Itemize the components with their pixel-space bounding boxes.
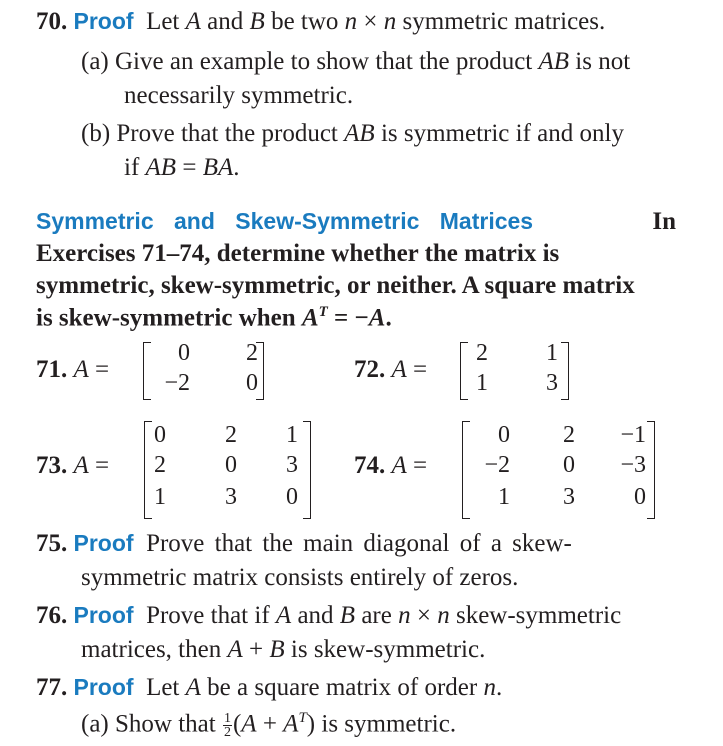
math-var: BA: [202, 154, 234, 181]
text: =: [413, 452, 428, 479]
math-sup: T: [318, 304, 328, 320]
text: skew-symmetric: [449, 602, 622, 629]
math-var: AB: [344, 120, 375, 147]
text: .: [495, 674, 503, 701]
matrix-cell: 0: [634, 484, 646, 510]
text: and: [200, 8, 250, 35]
math-var: n: [383, 8, 397, 35]
part-label: (a): [81, 48, 109, 75]
math-var: A: [185, 8, 201, 35]
text: Let: [146, 8, 186, 35]
text: is not: [569, 48, 631, 75]
math-var: A: [283, 710, 299, 738]
math-var: A: [391, 452, 407, 479]
fraction-one-half: [223, 712, 232, 739]
section-line4: [36, 304, 392, 332]
text: .: [233, 154, 240, 181]
matrix-cell: 0: [178, 340, 190, 366]
matrix-cell: −2: [484, 452, 510, 478]
proof-tag: Proof: [73, 674, 134, 700]
exercise-number: 74.: [354, 452, 386, 479]
exercise-76-line1: [36, 602, 621, 630]
section-line2: Exercises 71–74, determine whether the matrix is: [36, 240, 560, 267]
text: is symmetric if and only: [374, 120, 624, 147]
section-heading-line1: [36, 208, 676, 236]
exercise-number: 71.: [36, 356, 68, 383]
math-var: B: [339, 602, 356, 629]
math-var: A: [241, 710, 257, 738]
math-var: A: [73, 452, 89, 479]
math-var: A: [368, 304, 386, 332]
math-var: A: [227, 636, 243, 663]
text: be a square matrix of order: [200, 674, 484, 701]
exercise-70b-line2: [124, 154, 239, 182]
exercise-77a-line: [81, 710, 456, 739]
matrix-cell: 2: [563, 422, 575, 448]
exercise-76-line2: [81, 636, 485, 664]
exercise-number: 77.: [36, 674, 68, 701]
bracket-right: [303, 421, 311, 519]
text: if: [124, 154, 146, 181]
matrix-cell: 0: [154, 422, 166, 448]
text: .: [385, 304, 392, 332]
matrix-cell: 1: [154, 484, 166, 510]
math-var: A: [391, 356, 407, 383]
proof-tag: Proof: [73, 602, 134, 628]
matrix-cell: −2: [164, 370, 190, 396]
matrix-cell: 1: [498, 484, 510, 510]
math-var: A: [275, 602, 292, 629]
matrix-cell: −3: [620, 452, 646, 478]
text: matrices, then: [81, 636, 228, 663]
matrix-cell: 2: [476, 340, 488, 366]
matrix-cell: 0: [225, 452, 237, 478]
text: are: [355, 602, 399, 629]
math-sup: T: [298, 710, 307, 726]
text: Show that: [115, 710, 222, 738]
matrix-cell: 2: [225, 422, 237, 448]
text: Let: [146, 674, 186, 701]
text: =: [413, 356, 428, 383]
exercise-74-label: [354, 452, 427, 480]
text: =: [176, 154, 203, 181]
exercise-70-line: [36, 8, 605, 36]
exercise-71-label: [36, 356, 109, 384]
exercise-number: 70.: [36, 8, 68, 35]
matrix-cell: 2: [154, 452, 166, 478]
part-label: (a): [81, 710, 109, 738]
math-var: n: [344, 8, 358, 35]
exercise-number: 75.: [36, 530, 68, 557]
matrix-cell: 1: [546, 340, 558, 366]
exercise-70a-line2: necessarily symmetric.: [124, 82, 354, 109]
math-var: B: [249, 8, 265, 35]
matrix-cell: 2: [246, 340, 258, 366]
proof-tag: Proof: [73, 530, 134, 556]
matrix-cell: 3: [563, 484, 575, 510]
exercise-70a-line1: [81, 48, 630, 76]
text: ×: [357, 8, 384, 35]
exercise-number: 76.: [36, 602, 68, 629]
text: Prove that the product: [116, 120, 345, 147]
text: (: [232, 710, 242, 738]
part-label: (b): [81, 120, 111, 147]
text: is skew-symmetric when: [36, 304, 302, 332]
math-var: AB: [145, 154, 177, 181]
fraction-denominator: 2: [223, 725, 231, 741]
fraction-numerator: 1: [223, 711, 231, 727]
math-var: n: [398, 602, 411, 629]
exercise-number: 72.: [354, 356, 386, 383]
exercise-number: 73.: [36, 452, 68, 479]
text: symmetric matrices.: [396, 8, 606, 35]
matrix-cell: 0: [563, 452, 575, 478]
matrix-cell: 0: [246, 370, 258, 396]
math-var: B: [269, 636, 285, 663]
exercise-75-line1: [36, 530, 572, 558]
text: ) is symmetric.: [306, 710, 457, 738]
section-heading: Symmetric and Skew-Symmetric Matrices: [36, 208, 534, 234]
text: ×: [410, 602, 438, 629]
exercise-75-line2: symmetric matrix consists entirely of zeros.: [81, 564, 519, 591]
text: Prove that the main diagonal of a skew-: [146, 530, 572, 557]
matrix-cell: 0: [498, 422, 510, 448]
exercise-70b-line1: [81, 120, 624, 148]
matrix-cell: 3: [225, 484, 237, 510]
math-var: n: [437, 602, 450, 629]
matrix-cell: 1: [476, 370, 488, 396]
bracket-left: [143, 342, 151, 400]
text: +: [242, 636, 270, 663]
section-line3: symmetric, skew-symmetric, or neither. A square matrix: [36, 272, 635, 299]
text: +: [256, 710, 284, 738]
text: Give an example to show that the product: [115, 48, 539, 75]
bracket-right: [647, 421, 655, 519]
matrix-cell: 3: [546, 370, 558, 396]
matrix-cell: 3: [286, 452, 298, 478]
text: and: [291, 602, 340, 629]
text: In: [652, 208, 676, 235]
text: Prove that if: [146, 602, 276, 629]
math-var: A: [73, 356, 89, 383]
exercise-73-label: [36, 452, 109, 480]
math-var: A: [301, 304, 319, 332]
math-var: n: [483, 674, 496, 701]
matrix-cell: 0: [286, 484, 298, 510]
text: =: [95, 452, 110, 479]
math-var: AB: [538, 48, 570, 75]
text: = −: [327, 304, 369, 332]
text: be two: [264, 8, 345, 35]
math-var: A: [185, 674, 201, 701]
bracket-left: [462, 421, 470, 519]
matrix-cell: −1: [620, 422, 646, 448]
text: is skew-symmetric.: [284, 636, 486, 663]
text: =: [95, 356, 110, 383]
exercise-77-line1: [36, 674, 502, 702]
bracket-right: [561, 342, 569, 400]
matrix-cell: 1: [286, 422, 298, 448]
proof-tag: Proof: [73, 8, 134, 34]
exercise-72-label: [354, 356, 427, 384]
